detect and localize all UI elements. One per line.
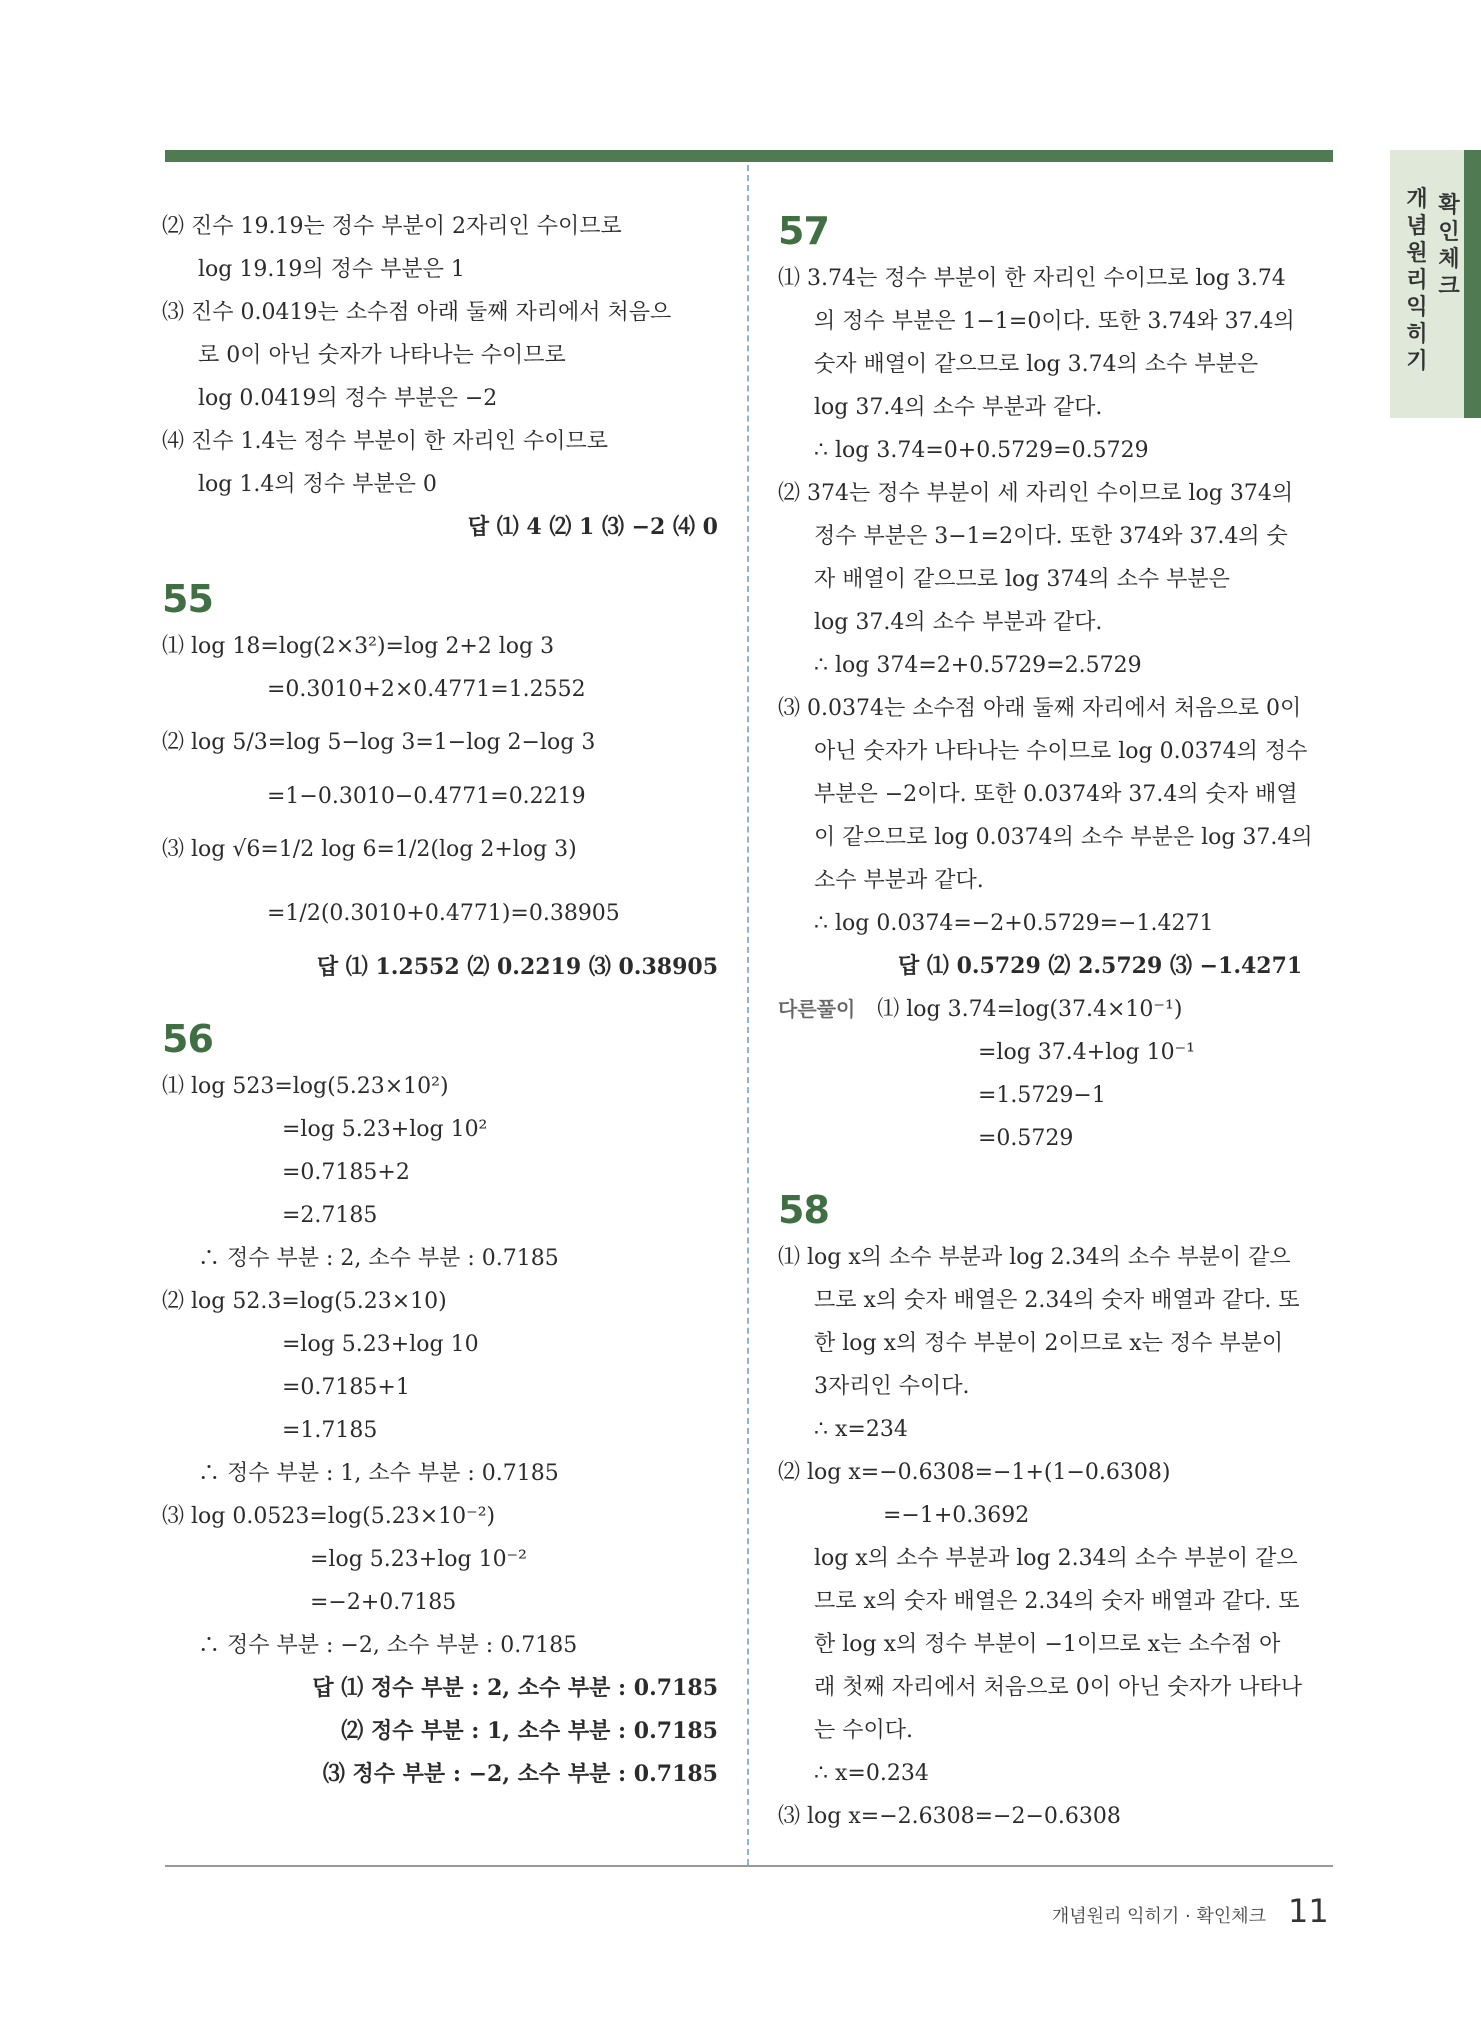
solution-line: log 0.0419의 정수 부분은 −2 <box>198 386 498 411</box>
section-side-tab <box>1390 150 1481 418</box>
solution-line: ⑵ log 5/3=log 5−log 3=1−log 2−log 3 <box>162 730 596 755</box>
solution-line: ⑴ log x의 소수 부분과 log 2.34의 소수 부분이 같으 <box>778 1245 1291 1270</box>
solution-line: =−1+0.3692 <box>883 1503 1030 1528</box>
solution-line: ⑶ log √6=1/2 log 6=1/2(log 2+log 3) <box>162 837 577 862</box>
solution-line: =log 5.23+log 10⁻² <box>310 1547 527 1572</box>
solution-line: ⑵ log 52.3=log(5.23×10) <box>162 1289 447 1314</box>
solution-line: 는 수이다. <box>814 1718 913 1743</box>
left-column <box>162 205 724 1796</box>
problem-number-55: 55 <box>162 577 213 621</box>
solution-line: 므로 x의 숫자 배열은 2.34의 숫자 배열과 같다. 또 <box>814 1589 1300 1614</box>
solution-line: =1/2(0.3010+0.4771)=0.38905 <box>267 901 620 926</box>
solution-line: 이 같으므로 log 0.0374의 소수 부분은 log 37.4의 <box>814 825 1313 850</box>
solution-line: =1.7185 <box>282 1418 378 1443</box>
solution-line: =log 5.23+log 10² <box>282 1117 488 1142</box>
solution-line: ⑶ log x=−2.6308=−2−0.6308 <box>778 1804 1121 1829</box>
answer-line: 답 ⑴ 0.5729 ⑵ 2.5729 ⑶ −1.4271 <box>898 953 1303 979</box>
solution-line: ⑶ log 0.0523=log(5.23×10⁻²) <box>162 1504 496 1529</box>
solution-line: ∴ x=0.234 <box>814 1761 929 1786</box>
solution-line: log 37.4의 소수 부분과 같다. <box>814 610 1103 635</box>
solution-line: ⑵ log x=−0.6308=−1+(1−0.6308) <box>778 1460 1171 1485</box>
solution-line: ⑴ log 18=log(2×3²)=log 2+2 log 3 <box>162 634 555 659</box>
solution-line: ⑶ 진수 0.0419는 소수점 아래 둘째 자리에서 처음으 <box>162 300 672 325</box>
bottom-rule <box>165 1865 1333 1867</box>
solution-line: 숫자 배열이 같으므로 log 3.74의 소수 부분은 <box>814 352 1259 377</box>
answer-line: 답 ⑴ 4 ⑵ 1 ⑶ −2 ⑷ 0 <box>467 514 718 540</box>
solution-line: ∴ 정수 부분 : 1, 소수 부분 : 0.7185 <box>198 1461 559 1486</box>
solution-line: 의 정수 부분은 1−1=0이다. 또한 3.74와 37.4의 <box>814 309 1295 334</box>
solution-line: 한 log x의 정수 부분이 2이므로 x는 정수 부분이 <box>814 1331 1284 1356</box>
solution-line: =1−0.3010−0.4771=0.2219 <box>267 784 586 809</box>
column-divider <box>747 165 749 1865</box>
side-tab-concept-label: 개념원리익히기 <box>1406 187 1428 374</box>
side-tab-check-label: 확인체크 <box>1438 193 1460 299</box>
right-column <box>778 205 1338 1838</box>
solution-line: =log 37.4+log 10⁻¹ <box>978 1040 1195 1065</box>
solution-line: ⑴ log 523=log(5.23×10²) <box>162 1074 449 1099</box>
footer-section-title: 개념원리 익히기 · 확인체크 <box>1051 1906 1266 1927</box>
solution-line: =1.5729−1 <box>978 1083 1106 1108</box>
side-tab-edge <box>1464 150 1481 418</box>
solution-line: ∴ log 3.74=0+0.5729=0.5729 <box>814 438 1149 463</box>
solution-line: ⑵ 374는 정수 부분이 세 자리인 수이므로 log 374의 <box>778 481 1294 506</box>
solution-line: ∴ 정수 부분 : 2, 소수 부분 : 0.7185 <box>198 1246 559 1271</box>
solution-line: ⑶ 0.0374는 소수점 아래 둘째 자리에서 처음으로 0이 <box>778 696 1302 721</box>
answer-line: 답 ⑴ 정수 부분 : 2, 소수 부분 : 0.7185 <box>312 1675 718 1701</box>
solution-line: 로 0이 아닌 숫자가 나타나는 수이므로 <box>198 343 566 368</box>
problem-number-58: 58 <box>778 1188 829 1232</box>
alt-solution-line <box>778 988 1338 1031</box>
solution-line: log x의 소수 부분과 log 2.34의 소수 부분이 같으 <box>814 1546 1298 1571</box>
solution-line: 3자리인 수이다. <box>814 1374 970 1399</box>
solution-line: log 1.4의 정수 부분은 0 <box>198 472 437 497</box>
solution-line: =log 5.23+log 10 <box>282 1332 479 1357</box>
solution-line: =−2+0.7185 <box>310 1590 457 1615</box>
solution-line: =0.3010+2×0.4771=1.2552 <box>267 677 586 702</box>
top-rule <box>165 150 1333 162</box>
solution-line: 소수 부분과 같다. <box>814 868 984 893</box>
problem-number-56: 56 <box>162 1017 213 1061</box>
alt-solution-label: 다른풀이 <box>778 997 856 1021</box>
answer-line: ⑶ 정수 부분 : −2, 소수 부분 : 0.7185 <box>322 1761 718 1787</box>
solution-line: 정수 부분은 3−1=2이다. 또한 374와 37.4의 숫 <box>814 524 1288 549</box>
solution-line: ⑷ 진수 1.4는 정수 부분이 한 자리인 수이므로 <box>162 429 608 454</box>
alt-solution-text: ⑴ log 3.74=log(37.4×10⁻¹) <box>877 997 1183 1022</box>
answer-line: ⑵ 정수 부분 : 1, 소수 부분 : 0.7185 <box>341 1718 718 1744</box>
solution-line: 부분은 −2이다. 또한 0.0374와 37.4의 숫자 배열 <box>814 782 1298 807</box>
solution-line: log 37.4의 소수 부분과 같다. <box>814 395 1103 420</box>
solution-line: ⑴ 3.74는 정수 부분이 한 자리인 수이므로 log 3.74 <box>778 266 1286 291</box>
solution-line: ∴ x=234 <box>814 1417 908 1442</box>
solution-line: log 19.19의 정수 부분은 1 <box>198 257 465 282</box>
solution-line: ∴ 정수 부분 : −2, 소수 부분 : 0.7185 <box>198 1633 578 1658</box>
page-number: 11 <box>1288 1892 1329 1930</box>
solution-line: =0.7185+1 <box>282 1375 410 1400</box>
solution-line: ⑵ 진수 19.19는 정수 부분이 2자리인 수이므로 <box>162 214 622 239</box>
solution-line: 자 배열이 같으므로 log 374의 소수 부분은 <box>814 567 1230 592</box>
answer-line: 답 ⑴ 1.2552 ⑵ 0.2219 ⑶ 0.38905 <box>316 954 718 980</box>
solution-line: 래 첫째 자리에서 처음으로 0이 아닌 숫자가 나타나 <box>814 1675 1302 1700</box>
solution-line: 므로 x의 숫자 배열은 2.34의 숫자 배열과 같다. 또 <box>814 1288 1300 1313</box>
solution-line: 아닌 숫자가 나타나는 수이므로 log 0.0374의 정수 <box>814 739 1308 764</box>
solution-line: =0.5729 <box>978 1126 1074 1151</box>
solution-line: =0.7185+2 <box>282 1160 410 1185</box>
solution-line: =2.7185 <box>282 1203 378 1228</box>
problem-number-57: 57 <box>778 209 829 253</box>
solution-line: 한 log x의 정수 부분이 −1이므로 x는 소수점 아 <box>814 1632 1281 1657</box>
solution-line: ∴ log 374=2+0.5729=2.5729 <box>814 653 1142 678</box>
solution-line: ∴ log 0.0374=−2+0.5729=−1.4271 <box>814 911 1214 936</box>
